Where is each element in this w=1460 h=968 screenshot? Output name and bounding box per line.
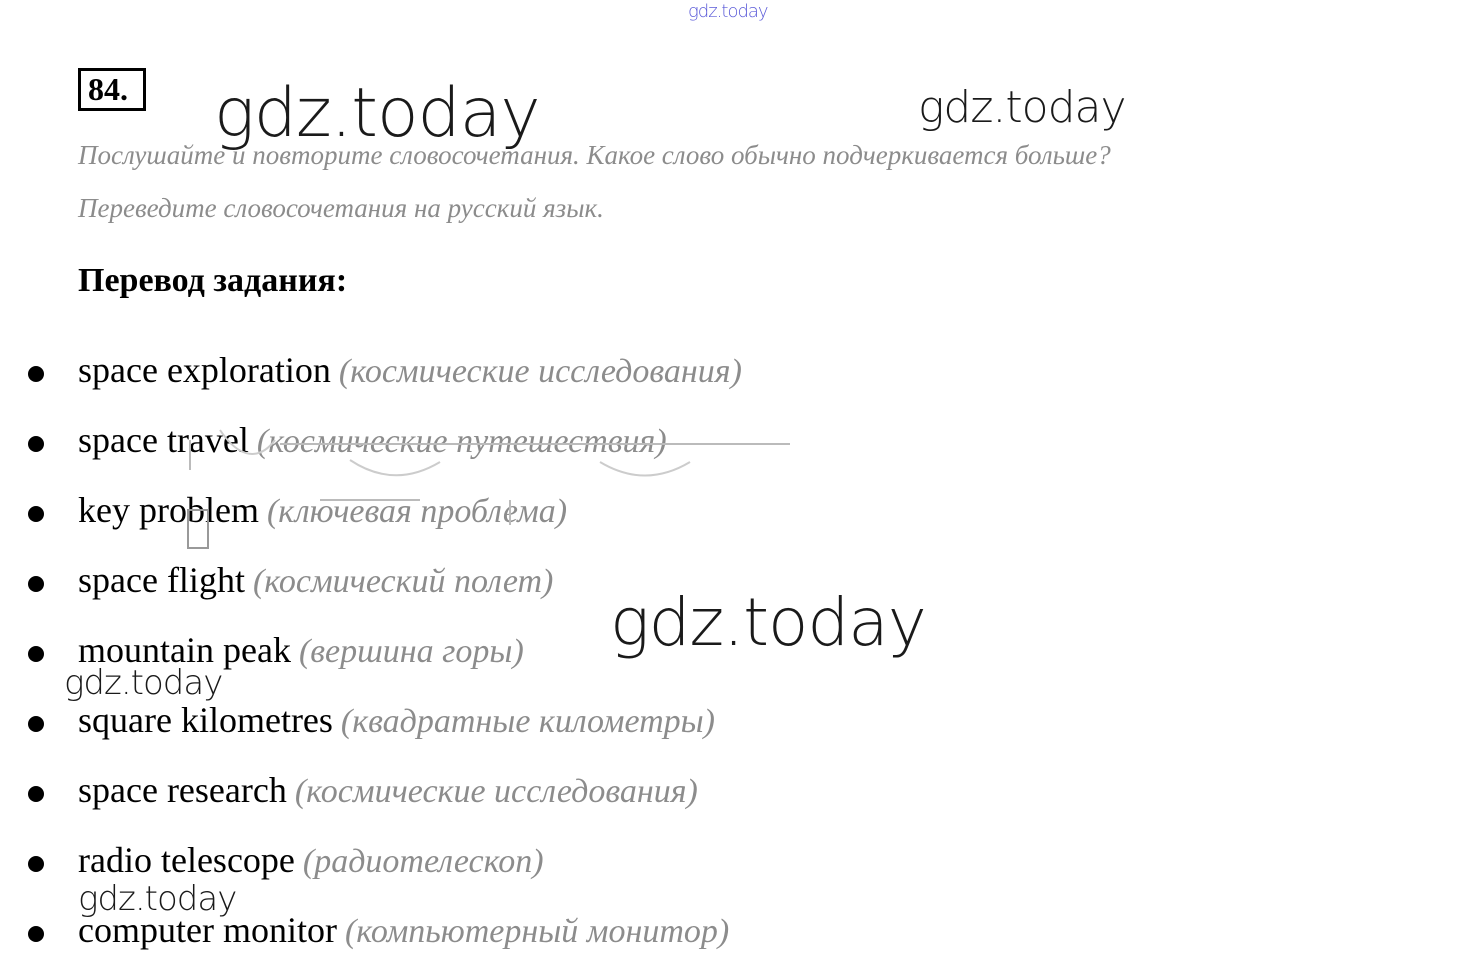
bullet-icon bbox=[28, 786, 44, 802]
task-number-box: 84. bbox=[78, 68, 146, 111]
phrase-english: radio telescope (радиотелескоп) bbox=[78, 840, 544, 880]
watermark-large: gdz.today bbox=[610, 584, 926, 661]
bullet-icon bbox=[28, 436, 44, 452]
phrase-english: computer monitor (компьютерный монитор) bbox=[78, 910, 730, 950]
bullet-icon bbox=[28, 506, 44, 522]
bullet-icon bbox=[28, 716, 44, 732]
task-instruction-line-2: Переведите словосочетания на русский язык. bbox=[78, 193, 604, 223]
phrase-russian: (космический полет) bbox=[252, 563, 554, 600]
phrase-english: square kilometres (квадратные километры) bbox=[78, 700, 716, 740]
translation-heading: Перевод задания: bbox=[78, 262, 348, 299]
task-instruction-line-1: Послушайте и повторите словосочетания. Какое слово обычно подчеркивается больше? bbox=[78, 140, 1111, 170]
phrase-russian: (космические исследования) bbox=[338, 353, 742, 390]
watermark-medium: gdz.today bbox=[918, 82, 1126, 133]
phrase-english: space exploration (космические исследования) bbox=[78, 350, 742, 390]
watermark-small: gdz.today bbox=[78, 879, 237, 919]
bullet-icon bbox=[28, 366, 44, 382]
phrase-russian: (космические путешествия) bbox=[256, 423, 667, 460]
phrase-russian: (квадратные километры) bbox=[340, 703, 716, 740]
bullet-icon bbox=[28, 926, 44, 942]
phrase-english: space research (космические исследования) bbox=[78, 770, 698, 810]
bullet-icon bbox=[28, 576, 44, 592]
phrase-english: space flight (космический полет) bbox=[78, 560, 554, 600]
phrase-russian: (вершина горы) bbox=[298, 633, 524, 670]
watermark-top: gdz.today bbox=[688, 1, 768, 22]
phrase-english: key problem (ключевая проблема) bbox=[78, 490, 568, 530]
phrase-english: space travel (космические путешествия) bbox=[78, 420, 667, 460]
phrase-english: mountain peak (вершина горы) bbox=[78, 630, 524, 670]
bullet-icon bbox=[28, 646, 44, 662]
phrase-russian: (ключевая проблема) bbox=[266, 493, 568, 530]
watermark-large: gdz.today bbox=[214, 74, 540, 153]
phrase-russian: (компьютерный монитор) bbox=[344, 913, 730, 950]
phrase-russian: (радиотелескоп) bbox=[302, 843, 544, 880]
watermark-small: gdz.today bbox=[64, 663, 223, 703]
phrase-russian: (космические исследования) bbox=[294, 773, 698, 810]
bullet-icon bbox=[28, 856, 44, 872]
